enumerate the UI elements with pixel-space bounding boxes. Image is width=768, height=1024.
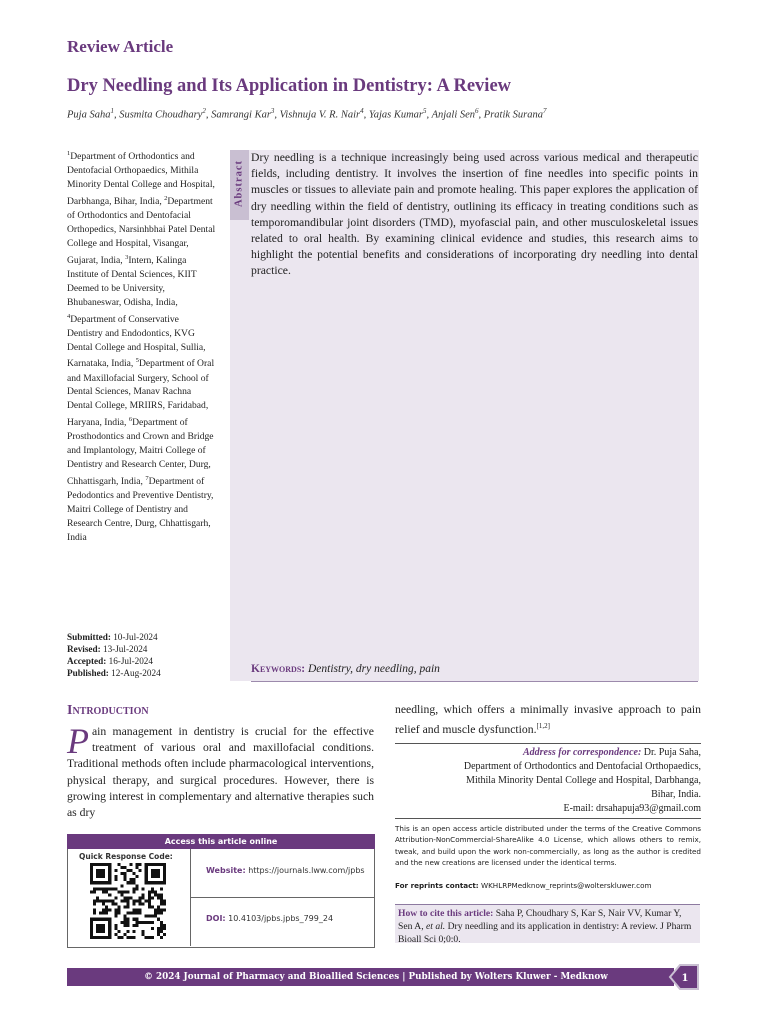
page-number: 1 xyxy=(681,973,689,984)
affiliations xyxy=(67,147,217,545)
author-affil-marker: 1 xyxy=(110,107,114,115)
author-affil-marker: 4 xyxy=(360,107,364,115)
author-affil-marker: 5 xyxy=(423,107,427,115)
date-row xyxy=(67,656,227,668)
affiliation-marker: 2 xyxy=(164,194,168,202)
page-number-badge xyxy=(664,962,700,992)
cite-label: How to cite this article: xyxy=(398,908,494,919)
website-link[interactable]: https://journals.lww.com/jpbs xyxy=(248,866,365,875)
date-label: Revised: xyxy=(67,643,101,654)
website-row xyxy=(206,866,365,875)
affiliation-text: Department of Oral and Maxillofacial Surgery, School of Dental Sciences, Manav Rachna Dental College, MRIIRS, Faridabad, Haryana, India, xyxy=(67,358,215,429)
doi-label: DOI: xyxy=(206,914,226,923)
date-value: 10-Jul-2024 xyxy=(110,632,158,642)
continuation-text: needling, which offers a minimally invasive approach to pain relief and muscle dysfunction. xyxy=(395,703,701,737)
author-name: Vishnuja V. R. Nair xyxy=(279,109,361,121)
correspondence-line3: Bihar, India. xyxy=(651,789,701,800)
author-name: Yajas Kumar xyxy=(368,109,424,121)
reprints-label: For reprints contact: xyxy=(395,881,479,890)
date-value: 16-Jul-2024 xyxy=(106,655,153,666)
correspondence-divider xyxy=(395,743,701,744)
author-affil-marker: 6 xyxy=(475,107,479,115)
date-label: Published: xyxy=(67,667,109,678)
date-row xyxy=(67,632,227,644)
license-divider xyxy=(395,818,701,819)
cite-etal: et al. xyxy=(426,921,446,932)
date-value: 13-Jul-2024 xyxy=(100,643,148,654)
introduction-text xyxy=(67,721,374,821)
introduction-continuation xyxy=(395,702,701,738)
qr-code-icon[interactable] xyxy=(90,862,166,940)
keywords-label: Keywords: xyxy=(251,663,306,675)
keywords xyxy=(251,663,691,675)
author-name: Anjali Sen xyxy=(431,109,476,121)
cite-text-after: Dry needling and its application in dentistry: A review. J Pharm Bioall Sci 0;0:0. xyxy=(398,921,692,945)
article-dates xyxy=(67,632,227,680)
affiliation-text: Department of Orthodontics and Dentofacial Orthopedics, Narsinhbhai Patel Dental College and Hospital, Visangar, Gujarat, India, xyxy=(67,196,216,266)
license-text: This is an open access article distributed under the terms of the Creative Commons Attribution-NonCommercial-ShareAlike 4.0 License, which allows others to remix, tweak, and build upon the work non-commercially, as long as the author is credited and the new creations are licensed under the identical terms. xyxy=(395,824,701,868)
correspondence-name: Dr. Puja Saha, xyxy=(643,747,701,758)
introduction-heading: Introduction xyxy=(67,703,149,718)
date-value: 12-Aug-2024 xyxy=(108,667,161,678)
reprints xyxy=(395,881,701,890)
correspondence-email[interactable]: E-mail: drsahapuja93@gmail.com xyxy=(563,803,701,814)
affiliation-marker: 3 xyxy=(125,253,129,261)
affiliation-marker: 6 xyxy=(128,416,133,424)
affiliation-text: Department of Conservative Dentistry and Endodontics, KVG Dental College and Hospital, Sullia, Karnataka, India, xyxy=(67,313,206,370)
author-name: Samrangi Kar xyxy=(211,109,271,121)
affiliation-marker: 7 xyxy=(145,475,149,483)
date-row xyxy=(67,644,227,656)
access-header: Access this article online xyxy=(67,834,375,849)
date-row xyxy=(67,668,227,680)
article-title: Dry Needling and Its Application in Dentistry: A Review xyxy=(67,76,512,96)
article-type: Review Article xyxy=(67,37,174,56)
affiliation-marker: 4 xyxy=(67,312,71,320)
author-affil-marker: 7 xyxy=(543,107,547,115)
affiliation-text: Department of Orthodontics and Dentofacial Orthopaedics, Mithila Minority Dental College and Hospital, Darbhanga, Bihar, India, xyxy=(67,151,215,208)
how-to-cite xyxy=(398,907,698,946)
drop-cap: P xyxy=(67,721,89,761)
author-name: Pratik Surana xyxy=(483,109,544,121)
affiliation-marker: 1 xyxy=(67,150,71,157)
author-affil-marker: 3 xyxy=(270,107,275,115)
author-name: Susmita Choudhary xyxy=(119,109,203,121)
access-divider-horizontal xyxy=(190,897,375,898)
date-label: Submitted: xyxy=(67,632,111,642)
affiliation-text: Department of Pedodontics and Preventive Dentistry, Maitri College of Dentistry and Research Centre, Durg, Chhattisgarh, India xyxy=(67,476,214,543)
affiliation-text: Department of Prosthodontics and Crown and Bridge and Implantology, Maitri College of Dentistry and Research Center, Durg, Chhattisgarh, India, xyxy=(67,417,214,488)
website-label: Website: xyxy=(206,866,246,875)
abstract-text: Dry needling is a technique increasingly being used across various medical and therapeutic fields, including dentistry. It involves the insertion of fine needles into specific points in muscles or tissues to alleviate pain and promote healing. This paper explores the application of dry needling within the field of dentistry, outlining its efficacy in treating conditions such as temporomandibular joint disorders (TMD), myofascial pain, and other musculoskeletal issues related to oral health. By examining clinical evidence and studies, this research aims to highlight the potential benefits and considerations of incorporating dry needling into dental practice. xyxy=(251,151,698,278)
qr-label: Quick Response Code: xyxy=(79,852,173,861)
correspondence-label: Address for correspondence: xyxy=(522,747,642,758)
affiliation-text: Intern, Kalinga Institute of Dental Sciences, KIIT Deemed to be University, Bhubaneswar, Odisha, India, xyxy=(67,254,197,308)
affiliation-marker: 5 xyxy=(135,357,139,365)
correspondence xyxy=(395,746,701,816)
author-list: Puja Saha$^1$, Susmita Choudhary$^2$, Samrangi Kar$^3$, Vishnuja V. R. Nair$^4$, Yajas Kumar$^5$, Anjali Sen$^6$, Pratik Surana$^7$ xyxy=(67,107,547,121)
citation-ref[interactable]: [1,2] xyxy=(536,722,550,731)
doi-link[interactable]: 10.4103/jpbs.jpbs_799_24 xyxy=(228,914,334,923)
introduction-body: ain management in dentistry is crucial for the effective treatment of various oral and maxillofacial conditions. Traditional methods often include pharmacological interventions, physical therapy, and surgical procedures. However, there is growing interest in complementary and alternative therapies such as dry xyxy=(67,725,374,820)
doi-row xyxy=(206,914,333,923)
keywords-divider xyxy=(251,681,698,682)
footer-text: © 2024 Journal of Pharmacy and Bioallied Sciences | Published by Wolters Kluwer - Medknow xyxy=(144,972,608,982)
reprints-email[interactable]: WKHLRPMedknow_reprints@wolterskluwer.com xyxy=(480,881,652,890)
author-affil-marker: 2 xyxy=(202,107,206,115)
date-label: Accepted: xyxy=(67,655,107,666)
cite-text-before: Saha P, Choudhary S, Kar S, Nair VV, Kumar Y, Sen A, xyxy=(398,908,682,932)
correspondence-line2: Mithila Minority Dental College and Hospital, Darbhanga, xyxy=(466,775,701,786)
abstract-label-text: Abstract xyxy=(233,159,245,208)
correspondence-line1: Department of Orthodontics and Dentofacial Orthopaedics, xyxy=(463,761,701,772)
author-name: Puja Saha xyxy=(67,109,111,121)
abstract-label xyxy=(230,150,249,220)
keywords-value: Dentistry, dry needling, pain xyxy=(308,663,440,675)
